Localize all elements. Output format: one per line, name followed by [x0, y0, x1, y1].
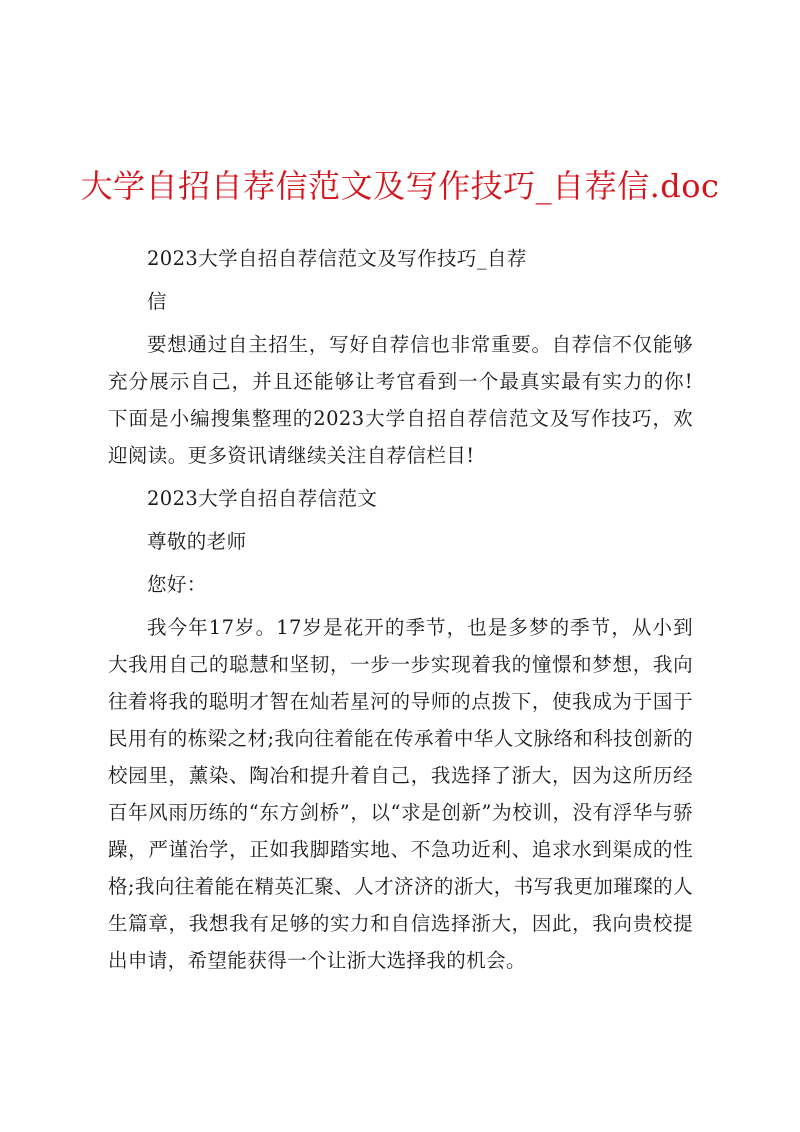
- paragraph-sample-title: 2023大学自招自荐信范文: [147, 487, 378, 510]
- paragraph-intro: 要想通过自主招生，写好自荐信也非常重要。自荐信不仅能够充分展示自己，并且还能够让考官看到一个最真实最有实力的你!下面是小编搜集整理的2023大学自招自荐信范文及写作技巧，欢迎阅读。更多资讯请继续关注自荐信栏目!: [108, 333, 693, 467]
- paragraph-salutation: 尊敬的老师: [147, 530, 247, 553]
- paragraph-greeting: 您好：: [147, 573, 207, 596]
- document-body: [108, 240, 693, 985]
- paragraph-heading-line-2: 信: [147, 290, 167, 313]
- paragraph-letter-body: 我今年17岁。17岁是花开的季节，也是多梦的季节，从小到大我用自己的聪慧和坚韧，一步一步实现着我的憧憬和梦想，我向往着将我的聪明才智在灿若星河的导师的点拨下，使我成为于国于民用有的栋梁之材;我向往着能在传承着中华人文脉络和科技创新的校园里，薰染、陶冶和提升着自己，我选择了浙大，因为这所历经百年风雨历练的“东方剑桥”，以“求是创新”为校训，没有浮华与骄躁，严谨治学，正如我脚踏实地、不急功近利、追求水到渠成的性格;我向往着能在精英汇聚、人才济济的浙大，书写我更加璀璨的人生篇章，我想我有足够的实力和自信选择浙大，因此，我向贵校提出申请，希望能获得一个让浙大选择我的机会。: [108, 616, 693, 972]
- document-title: 大学自招自荐信范文及写作技巧_自荐信.doc: [80, 167, 720, 205]
- paragraph-heading-line-1: 2023大学自招自荐信范文及写作技巧_自荐: [147, 247, 527, 270]
